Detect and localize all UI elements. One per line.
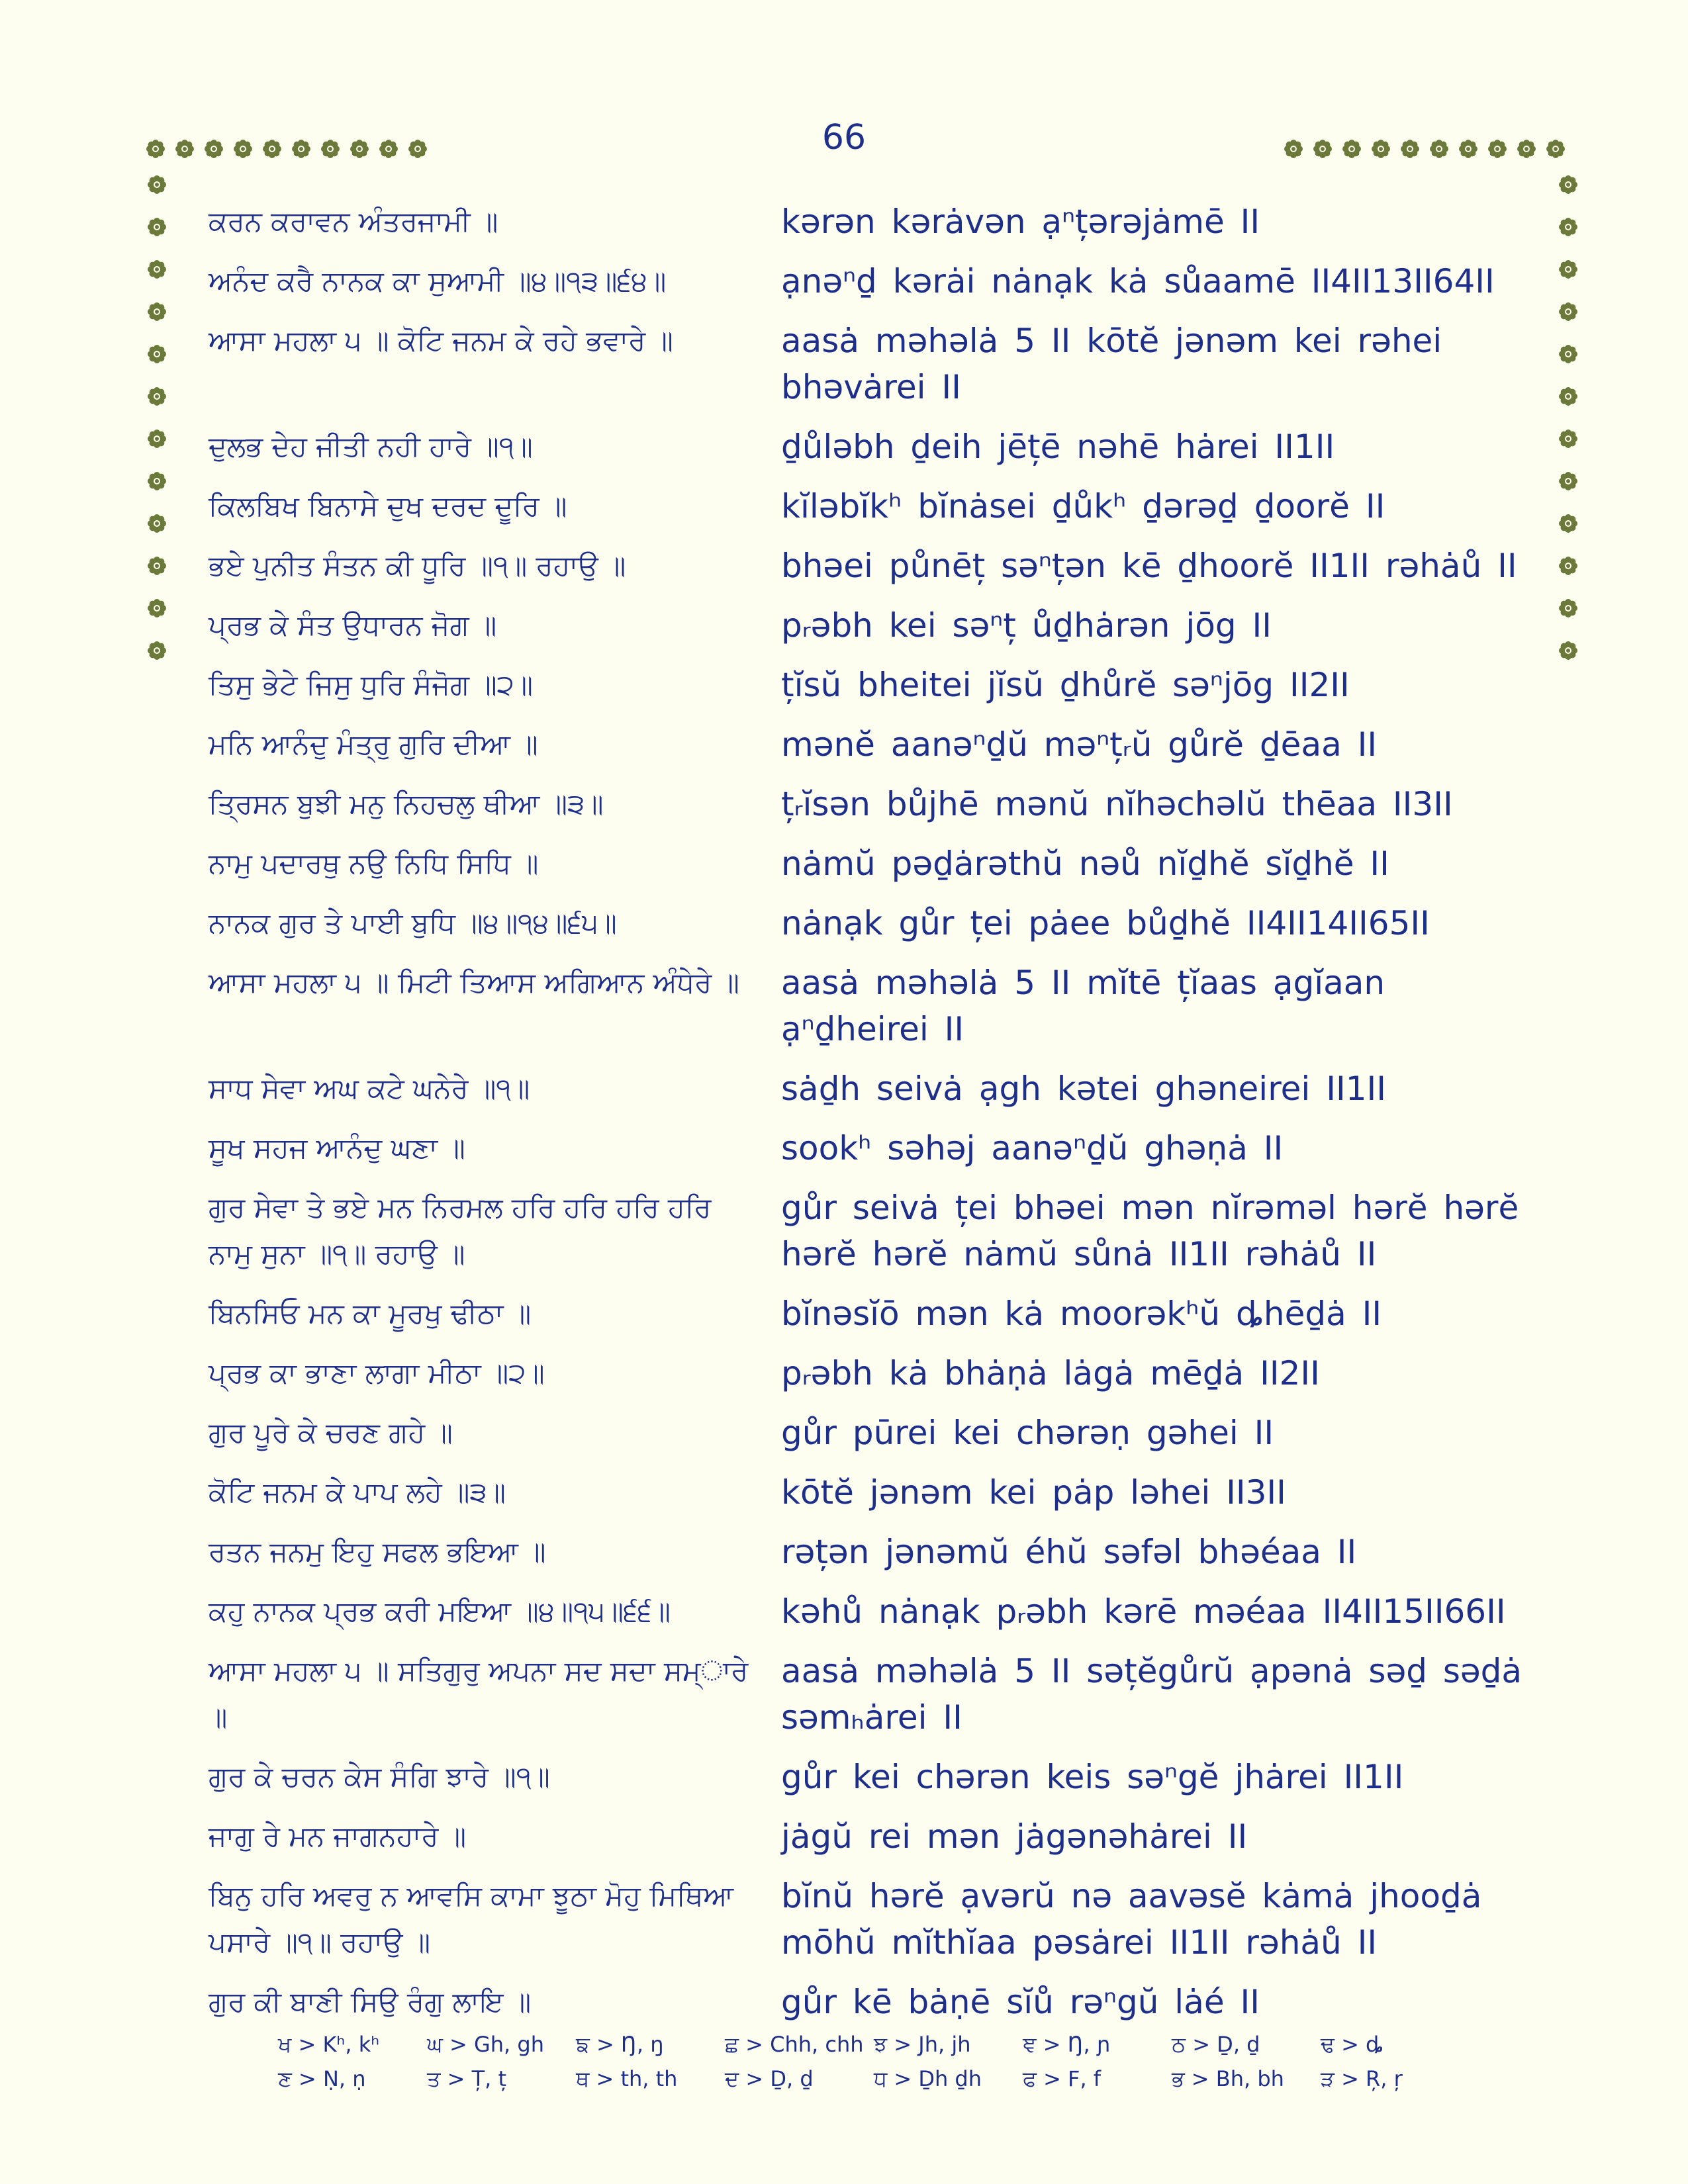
transliteration-text: rəțən jənəmŭ éhŭ səfəl bhəéaa II	[781, 1533, 1357, 1571]
flower-ornament-icon	[1556, 553, 1581, 578]
transliteration-text: aasȧ məhəlȧ 5 II mĭtē țĭaas ạgĭaan ạⁿḏheirei II	[781, 964, 1385, 1048]
legend-item: ਠ > Ḏ, ḏ	[1172, 2032, 1260, 2057]
legend-item: ਛ > Chh, chh	[725, 2032, 864, 2057]
flower-ornament-icon	[144, 553, 169, 578]
gurmukhi-text: ਨਾਮੁ ਪਦਾਰਥੁ ਨਉ ਨਿਧਿ ਸਿਧਿ ॥	[209, 847, 539, 880]
transliteration-text: gůr seivȧ ței bhəei mən nĭrəməl hərĕ hərĕ hərĕ hərĕ nȧmŭ sůnȧ II1II rəhȧů II	[781, 1189, 1519, 1273]
flower-ornament-icon	[230, 136, 256, 161]
transliteration-text: nȧmŭ pəḏȧrəthŭ nəů nĭḏhĕ sĭḏhĕ II	[781, 844, 1389, 883]
flower-ornament-icon	[1556, 638, 1581, 663]
flower-ornament-icon	[144, 638, 169, 663]
flower-ornament-icon	[1543, 136, 1568, 161]
flower-ornament-icon	[1556, 469, 1581, 494]
transliteration-text: ạnəⁿḏ kərȧi nȧnạk kȧ sůaamē II4II13II64II	[781, 262, 1495, 300]
legend-item: ਙ > Ŋ, ŋ	[576, 2032, 664, 2057]
gurmukhi-text: ਨਾਨਕ ਗੁਰ ਤੇ ਪਾਈ ਬੁਧਿ ॥੪॥੧੪॥੬੫॥	[209, 907, 617, 939]
legend-item: ਖ > Kʰ, kʰ	[278, 2032, 380, 2057]
flower-ornament-icon	[405, 136, 430, 161]
gurmukhi-text: ਜਾਗੁ ਰੇ ਮਨ ਜਾਗਨਹਾਰੇ ॥	[209, 1820, 467, 1852]
gurmukhi-text: ਪ੍ਰਭ ਕਾ ਭਾਣਾ ਲਾਗਾ ਮੀਠਾ ॥੨॥	[209, 1357, 545, 1389]
gurmukhi-text: ਗੁਰ ਸੇਵਾ ਤੇ ਭਏ ਮਨ ਨਿਰਮਲ ਹਰਿ ਹਰਿ ਹਰਿ ਹਰਿ ਨਾਮੁ ਸੁਨਾ ॥੧॥ ਰਹਾਉ ॥	[209, 1191, 712, 1270]
legend-item: ਧ > Ḏh ḏh	[874, 2066, 982, 2091]
legend-item: ਭ > Bh, bh	[1172, 2066, 1284, 2091]
legend-item: ਘ > Gh, gh	[427, 2032, 544, 2057]
transliteration-text: kərən kərȧvən ạⁿțərəjȧmē II	[781, 203, 1260, 241]
flower-ornament-icon	[144, 384, 169, 409]
transliteration-text: kĭləbĭkʰ bĭnȧsei ḏůkʰ ḏərəḏ ḏoorĕ II	[781, 487, 1385, 525]
transliteration-text: aasȧ məhəlȧ 5 II kōtĕ jənəm kei rəhei bhəvȧrei II	[781, 322, 1442, 406]
flower-ornament-icon	[1556, 172, 1581, 197]
flower-ornament-icon	[1556, 257, 1581, 282]
gurmukhi-text: ਪ੍ਰਭ ਕੇ ਸੰਤ ਉਧਾਰਨ ਜੋਗ ॥	[209, 609, 497, 641]
gurmukhi-text: ਰਤਨ ਜਨਮੁ ਇਹੁ ਸਫਲ ਭਇਆ ॥	[209, 1535, 546, 1568]
gurmukhi-text: ਕਰਨ ਕਰਾਵਨ ਅੰਤਰਜਾਮੀ ॥	[209, 205, 498, 238]
gurmukhi-text: ਗੁਰ ਪੂਰੇ ਕੇ ਚਰਣ ਗਹੇ ॥	[209, 1416, 453, 1449]
legend-item: ਢ > ȡ	[1321, 2032, 1383, 2057]
legend-item: ਥ > th, th	[576, 2066, 678, 2091]
flower-ornament-icon	[1556, 596, 1581, 621]
page-number: 66	[821, 118, 867, 158]
border-top-right	[1281, 136, 1572, 161]
border-top-left	[143, 136, 434, 161]
flower-ornament-icon	[1485, 136, 1510, 161]
transliteration-text: aasȧ məhəlȧ 5 II səțĕgůrŭ ạpənȧ səḏ səḏȧ səmₕȧrei II	[781, 1652, 1523, 1737]
gurmukhi-text: ਆਸਾ ਮਹਲਾ ੫ ॥ ਸਤਿਗੁਰੁ ਅਪਨਾ ਸਦ ਸਦਾ ਸਮ੍ਾਰੇ ॥	[209, 1655, 749, 1733]
transliteration-text: kōtĕ jənəm kei pȧp ləhei II3II	[781, 1473, 1286, 1512]
gurmukhi-text: ਬਿਨੁ ਹਰਿ ਅਵਰੁ ਨ ਆਵਸਿ ਕਾਮਾ ਝੂਠਾ ਮੋਹੁ ਮਿਥਿਆ ਪਸਾਰੇ ॥੧॥ ਰਹਾਉ ॥	[209, 1880, 734, 1958]
transliteration-text: kəhů nȧnạk pᵣəbh kərē məéaa II4II15II66II	[781, 1592, 1506, 1631]
gurmukhi-text: ਦੁਲਭ ਦੇਹ ਜੀਤੀ ਨਹੀ ਹਾਰੇ ॥੧॥	[209, 430, 533, 463]
flower-ornament-icon	[1556, 341, 1581, 367]
flower-ornament-icon	[1556, 299, 1581, 324]
transliteration-text: gůr kei chərən keis səⁿgĕ jhȧrei II1II	[781, 1758, 1404, 1796]
transliteration-text: gůr pūrei kei chərəṇ gəhei II	[781, 1414, 1274, 1452]
border-right	[1556, 172, 1581, 680]
legend-item: ਣ > Ṇ, ṇ	[278, 2066, 366, 2091]
legend-item: ਤ > Ț, ț	[427, 2066, 507, 2091]
flower-ornament-icon	[318, 136, 343, 161]
flower-ornament-icon	[144, 596, 169, 621]
border-left	[144, 172, 169, 680]
gurmukhi-text: ਆਸਾ ਮਹਲਾ ੫ ॥ ਕੋਟਿ ਜਨਮ ਕੇ ਰਹੇ ਭਵਾਰੇ ॥	[209, 324, 673, 357]
gurmukhi-text: ਬਿਨਸਿਓ ਮਨ ਕਾ ਮੂਰਖੁ ਢੀਠਾ ॥	[209, 1297, 532, 1330]
legend-row	[278, 2032, 1470, 2066]
flower-ornament-icon	[1556, 384, 1581, 409]
flower-ornament-icon	[1456, 136, 1481, 161]
gurmukhi-text: ਕਿਲਬਿਖ ਬਿਨਾਸੇ ਦੁਖ ਦਰਦ ਦੂਰਿ ॥	[209, 490, 567, 522]
gurmukhi-text: ਅਨੰਦ ਕਰੈ ਨਾਨਕ ਕਾ ਸੁਆਮੀ ॥੪॥੧੩॥੬੪॥	[209, 265, 667, 297]
flower-ornament-icon	[1514, 136, 1539, 161]
flower-ornament-icon	[144, 341, 169, 367]
transliteration-text: mənĕ aanəⁿḏŭ məⁿțᵣŭ gůrĕ ḏēaa II	[781, 725, 1378, 764]
flower-ornament-icon	[259, 136, 285, 161]
transliteration-text: bhəei půnēț səⁿțən kē ḏhoorĕ II1II rəhȧů II	[781, 547, 1517, 585]
flower-ornament-icon	[1397, 136, 1423, 161]
flower-ornament-icon	[1556, 214, 1581, 240]
gurmukhi-text: ਭਏ ਪੁਨੀਤ ਸੰਤਨ ਕੀ ਧੂਰਿ ॥੧॥ ਰਹਾਉ ॥	[209, 549, 626, 582]
flower-ornament-icon	[144, 214, 169, 240]
transliteration-text: gůr kē bȧṇē sĭů rəⁿgŭ lȧé II	[781, 1983, 1260, 2021]
transliteration-text: sȧḏh seivȧ ạgh kətei ghəneirei II1II	[781, 1069, 1386, 1108]
gurmukhi-text: ਗੁਰ ਕੀ ਬਾਣੀ ਸਿਉ ਰੰਗੁ ਲਾਇ ॥	[209, 1985, 532, 2018]
flower-ornament-icon	[347, 136, 372, 161]
legend-item: ਝ > Jh, jh	[874, 2032, 971, 2057]
flower-ornament-icon	[201, 136, 226, 161]
gurmukhi-text: ਕਹੁ ਨਾਨਕ ਪ੍ਰਭ ਕਰੀ ਮਇਆ ॥੪॥੧੫॥੬੬॥	[209, 1595, 671, 1627]
gurmukhi-text: ਆਸਾ ਮਹਲਾ ੫ ॥ ਮਿਟੀ ਤਿਆਸ ਅਗਿਆਨ ਅੰਧੇਰੇ ॥	[209, 966, 739, 999]
gurmukhi-text: ਸੂਖ ਸਹਜ ਆਨੰਦੁ ਘਣਾ ॥	[209, 1132, 465, 1164]
flower-ornament-icon	[172, 136, 197, 161]
flower-ornament-icon	[376, 136, 401, 161]
transliteration-text: pᵣəbh kȧ bhȧṇȧ lȧgȧ mēḏȧ II2II	[781, 1354, 1320, 1392]
flower-ornament-icon	[144, 469, 169, 494]
flower-ornament-icon	[1556, 426, 1581, 451]
legend-row	[278, 2066, 1470, 2101]
legend-item: ਫ > F, f	[1023, 2066, 1102, 2091]
gurmukhi-text: ਗੁਰ ਕੇ ਚਰਨ ਕੇਸ ਸੰਗਿ ਝਾਰੇ ॥੧॥	[209, 1760, 550, 1793]
legend-item: ਦ > Ḏ, ḏ	[725, 2066, 814, 2091]
transliteration-text: țĭsŭ bheitei jĭsŭ ḏhůrĕ səⁿjōg II2II	[781, 666, 1350, 704]
legend-item: ੜ > Ŗ, ŗ	[1321, 2066, 1403, 2091]
transliteration-text: sookʰ səhəj aanəⁿḏŭ ghəṇȧ II	[781, 1129, 1284, 1167]
flower-ornament-icon	[1339, 136, 1364, 161]
flower-ornament-icon	[144, 426, 169, 451]
transliteration-text: bĭnŭ hərĕ ạvərŭ nə aavəsĕ kȧmȧ jhooḏȧ mōhŭ mĭthĭaa pəsȧrei II1II rəhȧů II	[781, 1877, 1482, 1962]
flower-ornament-icon	[144, 299, 169, 324]
gurmukhi-text: ਤ੍ਰਿਸਨ ਬੁਝੀ ਮਨੁ ਨਿਹਚਲੁ ਥੀਆ ॥੩॥	[209, 788, 604, 820]
transliteration-text: țᵣĭsən bůjhē mənŭ nĭhəchəlŭ thēaa II3II	[781, 785, 1453, 823]
gurmukhi-text: ਕੋਟਿ ਜਨਮ ਕੇ ਪਾਪ ਲਹੇ ॥੩॥	[209, 1476, 506, 1508]
flower-ornament-icon	[144, 511, 169, 536]
gurmukhi-text: ਤਿਸੁ ਭੇਟੇ ਜਿਸੁ ਧੁਰਿ ਸੰਜੋਗ ॥੨॥	[209, 668, 534, 701]
flower-ornament-icon	[1368, 136, 1393, 161]
flower-ornament-icon	[1281, 136, 1306, 161]
transliteration-text: bĭnəsĭō mən kȧ moorəkʰŭ ȡhēḏȧ II	[781, 1295, 1382, 1333]
transliteration-text: pᵣəbh kei səⁿț ůḏhȧrən jōg II	[781, 606, 1272, 645]
gurmukhi-text: ਸਾਧ ਸੇਵਾ ਅਘ ਕਟੇ ਘਨੇਰੇ ॥੧॥	[209, 1072, 530, 1105]
transliteration-legend	[278, 2032, 1470, 2101]
legend-item: ਞ > Ŋ, ɲ	[1023, 2032, 1111, 2057]
flower-ornament-icon	[144, 257, 169, 282]
flower-ornament-icon	[1556, 511, 1581, 536]
transliteration-text: ḏůləbh ḏeih jēțē nəhē hȧrei II1II	[781, 428, 1335, 466]
flower-ornament-icon	[144, 172, 169, 197]
transliteration-text: nȧnạk gůr ței pȧee bůḏhĕ II4II14II65II	[781, 904, 1430, 942]
flower-ornament-icon	[143, 136, 168, 161]
flower-ornament-icon	[1427, 136, 1452, 161]
gurmukhi-text: ਮਨਿ ਆਨੰਦੁ ਮੰਤ੍ਰੁ ਗੁਰਿ ਦੀਆ ॥	[209, 728, 538, 760]
flower-ornament-icon	[289, 136, 314, 161]
flower-ornament-icon	[1310, 136, 1335, 161]
transliteration-text: jȧgŭ rei mən jȧgənəhȧrei II	[781, 1817, 1248, 1856]
